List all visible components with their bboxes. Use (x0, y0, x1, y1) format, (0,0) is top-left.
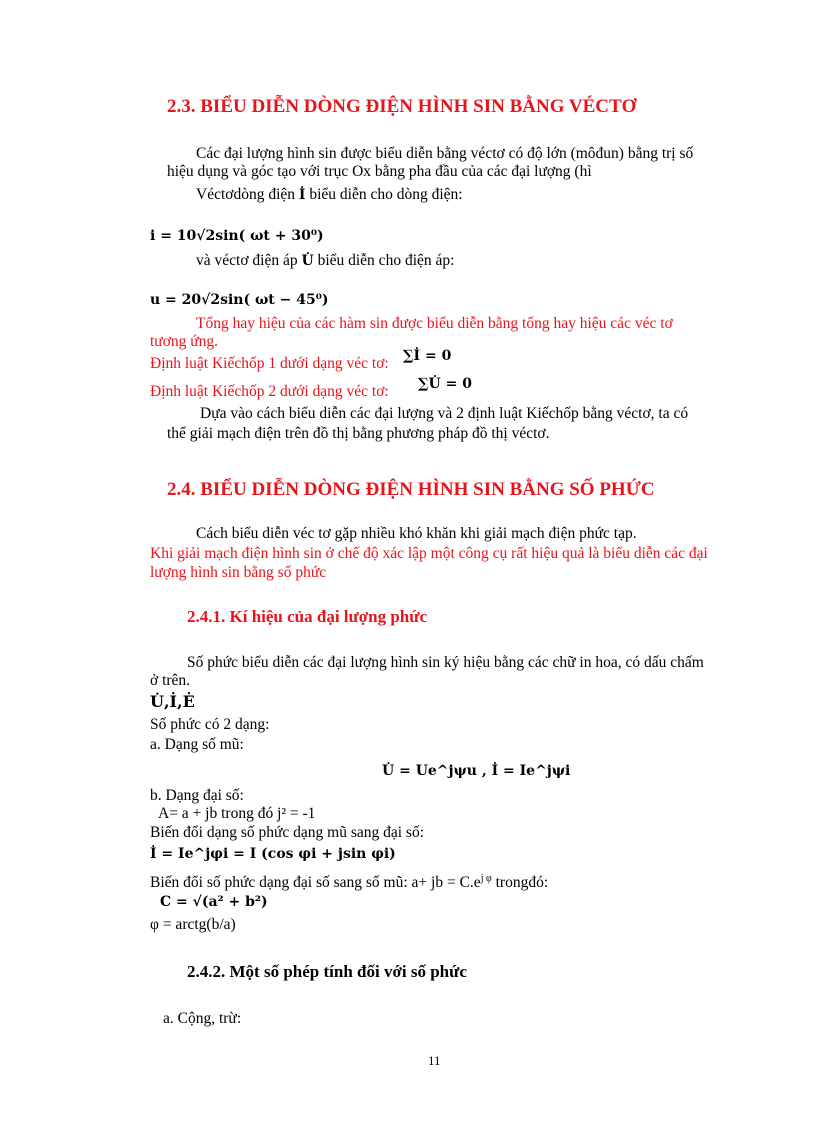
section-2-3-title: 2.3. BIỂU DIỄN DÒNG ĐIỆN HÌNH SIN BẰNG VÉCTƠ (167, 96, 637, 117)
complex-symbols: U̇,İ,Ė (150, 692, 195, 711)
phi-formula: φ = arctg(b/a) (150, 916, 236, 933)
s23-p4-line2: tương ứng. (150, 333, 219, 350)
complex-forms: Số phức có 2 dạng: (150, 716, 270, 733)
s23-p2 (196, 186, 463, 204)
form-a-label: a. Dạng số mũ: (150, 736, 244, 753)
section-2-4-1-title: 2.4.1. Kí hiệu của đại lượng phức (187, 607, 428, 626)
formula-modulus: C = √(a² + b²) (160, 894, 268, 910)
convert-exp-to-alg: Biến đổi dạng số phức dạng mũ sang đại số: (150, 824, 425, 841)
formula-current: i = 10√2sin( ωt + 30⁰) (150, 228, 324, 244)
voltage-vector-symbol: U̇ (301, 253, 314, 269)
convert-alg-to-exp (150, 870, 548, 892)
s23-p3 (196, 252, 454, 270)
s241-p1-line1: Số phức biểu diễn các đại lượng hình sin ký hiệu bằng các chữ in hoa, có dấu chấm (187, 654, 704, 671)
s24-p2-line2: lượng hình sin bằng số phức (150, 564, 327, 581)
s241-p1-line2: ở trên. (150, 672, 191, 689)
algebraic-form: A= a + jb trong đó j² = -1 (158, 805, 316, 822)
form-b-label: b. Dạng đại số: (150, 787, 244, 804)
s23-p1-line1: Các đại lượng hình sin được biểu diễn bằng véctơ có độ lớn (môđun) bằng trị số (196, 145, 694, 162)
formula-convert: İ = Ie^jφi = I (cos φi + jsin φi) (150, 846, 396, 862)
convert2-sup: j φ (480, 873, 492, 884)
s23-p2-prefix: Véctơdòng điện (196, 186, 296, 203)
section-2-4-2-title: 2.4.2. Một số phép tính đối với số phức (187, 962, 467, 981)
current-vector-symbol: İ (298, 187, 306, 203)
formula-voltage: u = 20√2sin( ωt − 45⁰) (150, 292, 329, 308)
formula-exponential: U̇ = Ue^jψu , İ = Ie^jψi (382, 763, 571, 779)
s24-p1: Cách biểu diễn véc tơ gặp nhiều khó khăn khi giải mạch điện phức tạp. (196, 525, 637, 542)
s23-p1-line2: hiệu dụng và góc tạo với trục Ox bằng pha đầu của các đại lượng (hì (167, 163, 592, 180)
kirchhoff-2-formula: ∑U̇ = 0 (418, 376, 472, 392)
s23-p3-prefix: và véctơ điện áp (196, 252, 298, 269)
s23-p5-line1: Dựa vào cách biểu diễn các đại lượng và 2 định luật Kiếchốp bằng véctơ, ta có (200, 405, 689, 422)
operation-add-subtract: a. Cộng, trừ: (163, 1010, 242, 1027)
s23-p2-suffix: biểu diễn cho dòng điện: (309, 186, 463, 203)
kirchhoff-1-label: Định luật Kiếchốp 1 dưới dạng véc tơ: (150, 355, 389, 372)
page-number: 11 (428, 1053, 441, 1068)
convert2-prefix: Biến đổi số phức dạng đại số sang số mũ: a+ jb = C.e (150, 874, 481, 892)
s23-p4-line1: Tổng hay hiệu của các hàm sin được biểu diễn bằng tổng hay hiệu các véc tơ (196, 315, 673, 332)
kirchhoff-2-label: Định luật Kiếchốp 2 dưới dạng véc tơ: (150, 383, 389, 400)
s23-p3-suffix: biểu diễn cho điện áp: (317, 252, 455, 269)
s24-p2-line1: Khi giải mạch điện hình sin ở chế độ xác lập một công cụ rất hiệu quả là biểu diễn các đại (150, 545, 708, 562)
kirchhoff-1-formula: ∑İ = 0 (403, 348, 452, 364)
convert2-suffix: trongđó: (495, 874, 549, 892)
s23-p5-line2: thể giải mạch điện trên đồ thị bằng phương pháp đồ thị véctơ. (167, 425, 550, 442)
section-2-4-title: 2.4. BIỂU DIỄN DÒNG ĐIỆN HÌNH SIN BẰNG SỐ PHỨC (167, 479, 655, 500)
